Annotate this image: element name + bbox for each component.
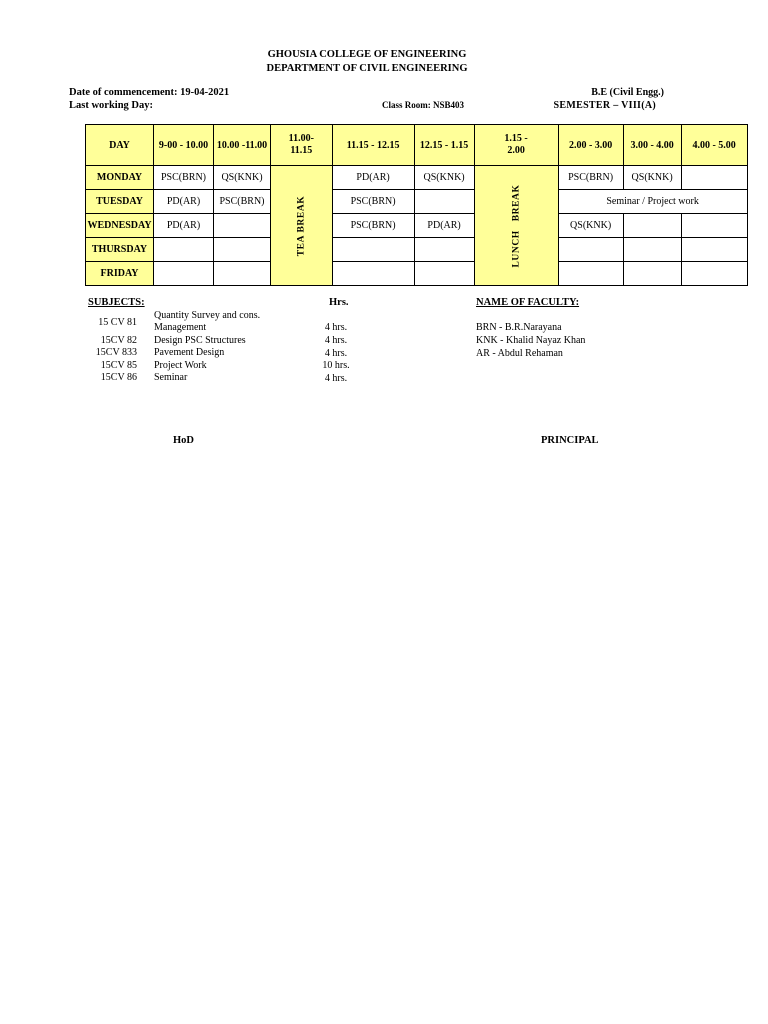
faculty-item: BRN - B.R.Narayana: [476, 322, 562, 333]
subjects-heading: SUBJECTS:: [88, 297, 145, 308]
period-cell: PSC(BRN): [332, 190, 414, 214]
subject-code: 15 CV 81: [98, 317, 137, 328]
period-cell: [332, 262, 414, 286]
subject-hours: 4 hrs.: [324, 348, 348, 359]
subject-code: 15CV 86: [100, 372, 137, 383]
period-cell: PD(AR): [414, 214, 474, 238]
period-cell: PSC(BRN): [154, 166, 214, 190]
subject-code: 15CV 82: [100, 335, 137, 346]
col-header-10-11: 10.00 -11.00: [214, 125, 271, 166]
tea-break-cell: [271, 166, 333, 286]
period-cell: PSC(BRN): [214, 190, 271, 214]
period-cell: PD(AR): [154, 214, 214, 238]
table-row: [86, 214, 748, 238]
timetable: [85, 124, 748, 286]
period-cell: PSC(BRN): [558, 166, 623, 190]
subject-hours: 4 hrs.: [324, 322, 348, 333]
lunch-break-cell: [474, 166, 558, 286]
day-cell: WEDNESDAY: [86, 214, 154, 238]
col-header-lunch: [474, 125, 558, 166]
period-cell: [558, 238, 623, 262]
period-cell: PSC(BRN): [332, 214, 414, 238]
period-cell: PD(AR): [154, 190, 214, 214]
period-cell: [154, 238, 214, 262]
day-cell: MONDAY: [86, 166, 154, 190]
period-cell: [681, 238, 747, 262]
col-header-9-10: 9-00 - 10.00: [154, 125, 214, 166]
period-cell: [558, 262, 623, 286]
faculty-heading: NAME OF FACULTY:: [476, 297, 580, 308]
date-of-commencement: Date of commencement: 19-04-2021: [69, 87, 230, 98]
table-row: [86, 238, 748, 262]
period-cell: [414, 262, 474, 286]
subject-name: Quantity Survey and cons.: [154, 310, 261, 321]
table-row: [86, 166, 748, 190]
period-cell: [332, 238, 414, 262]
hod-signature-label: HoD: [173, 435, 194, 446]
subject-hours: 4 hrs.: [324, 335, 348, 346]
col-header-1215-115: 12.15 - 1.15: [414, 125, 474, 166]
period-cell: [681, 214, 747, 238]
semester-label: SEMESTER – VIII(A): [553, 100, 656, 111]
faculty-item: AR - Abdul Rehaman: [476, 348, 563, 359]
period-cell: [214, 238, 271, 262]
subject-code: 15CV 833: [95, 347, 137, 358]
tea-break-label: TEA BREAK: [296, 195, 307, 257]
period-cell: [623, 262, 681, 286]
col-header-4-5: 4.00 - 5.00: [681, 125, 747, 166]
period-cell: [414, 190, 474, 214]
hours-heading: Hrs.: [329, 297, 349, 308]
col-header-tea-text: 11.00- 11.15: [288, 133, 314, 156]
subject-hours: 4 hrs.: [324, 373, 348, 384]
table-row: [86, 262, 748, 286]
col-header-day: DAY: [86, 125, 154, 166]
subject-name: Management: [154, 322, 207, 333]
principal-signature-label: PRINCIPAL: [541, 435, 599, 446]
subject-name: Project Work: [154, 360, 207, 371]
col-header-3-4: 3.00 - 4.00: [623, 125, 681, 166]
subject-hours: 10 hrs.: [322, 360, 350, 371]
program-name: B.E (Civil Engg.): [591, 87, 664, 98]
subject-name: Pavement Design: [154, 347, 225, 358]
period-cell: [214, 262, 271, 286]
col-header-2-3: 2.00 - 3.00: [558, 125, 623, 166]
merged-period-cell: Seminar / Project work: [558, 190, 747, 214]
period-cell: QS(KNK): [214, 166, 271, 190]
day-cell: FRIDAY: [86, 262, 154, 286]
faculty-item: KNK - Khalid Nayaz Khan: [476, 335, 586, 346]
col-header-tea: [271, 125, 333, 166]
period-cell: [623, 214, 681, 238]
period-cell: [623, 238, 681, 262]
timetable-header-row: [86, 125, 748, 166]
day-cell: TUESDAY: [86, 190, 154, 214]
period-cell: PD(AR): [332, 166, 414, 190]
period-cell: [681, 166, 747, 190]
period-cell: [681, 262, 747, 286]
lunch-break-label: LUNCH BREAK: [511, 184, 522, 268]
department-name: DEPARTMENT OF CIVIL ENGINEERING: [266, 63, 468, 74]
college-name: GHOUSIA COLLEGE OF ENGINEERING: [267, 49, 467, 60]
col-header-lunch-text: 1.15 - 2.00: [504, 133, 528, 156]
period-cell: [214, 214, 271, 238]
period-cell: QS(KNK): [558, 214, 623, 238]
subject-code: 15CV 85: [100, 360, 137, 371]
class-room: Class Room: NSB403: [382, 100, 465, 110]
period-cell: QS(KNK): [623, 166, 681, 190]
day-cell: THURSDAY: [86, 238, 154, 262]
period-cell: [154, 262, 214, 286]
subject-name: Design PSC Structures: [154, 335, 246, 346]
last-working-day: Last working Day:: [69, 100, 154, 111]
table-row: [86, 190, 748, 214]
subject-name: Seminar: [154, 372, 188, 383]
col-header-1115-1215: 11.15 - 12.15: [332, 125, 414, 166]
period-cell: QS(KNK): [414, 166, 474, 190]
period-cell: [414, 238, 474, 262]
